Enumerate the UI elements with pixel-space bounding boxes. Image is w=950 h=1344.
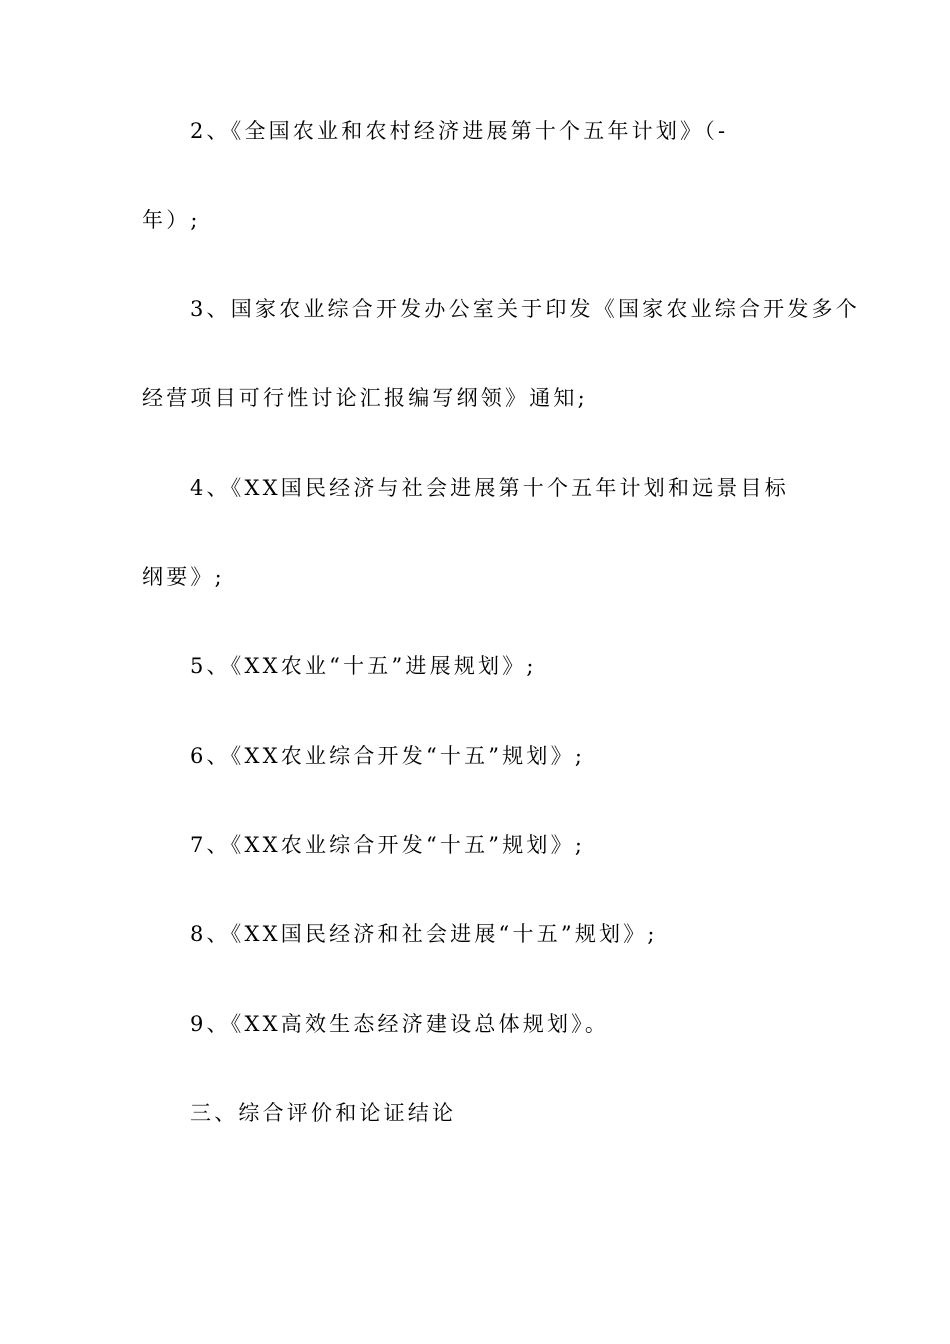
reference-item-3-continuation: 经营项目可行性讨论汇报编写纲领》通知;: [142, 386, 588, 410]
reference-item-2: 2、《全国农业和农村经济进展第十个五年计划》（-: [190, 119, 729, 143]
reference-item-8: 8、《XX国民经济和社会进展“十五”规划》;: [190, 922, 658, 946]
reference-item-9: 9、《XX高效生态经济建设总体规划》。: [190, 1012, 610, 1036]
reference-item-5: 5、《XX农业“十五”进展规划》;: [190, 654, 537, 678]
reference-item-7: 7、《XX农业综合开发“十五”规划》;: [190, 833, 586, 857]
reference-item-2-continuation: 年）;: [142, 208, 201, 232]
section-heading: 三、综合评价和论证结论: [190, 1101, 457, 1125]
reference-item-3: 3、国家农业综合开发办公室关于印发《国家农业综合开发多个: [190, 297, 860, 321]
reference-item-4-continuation: 纲要》;: [142, 565, 225, 589]
reference-item-6: 6、《XX农业综合开发“十五”规划》;: [190, 744, 586, 768]
reference-item-4: 4、《XX国民经济与社会进展第十个五年计划和远景目标: [190, 476, 789, 500]
